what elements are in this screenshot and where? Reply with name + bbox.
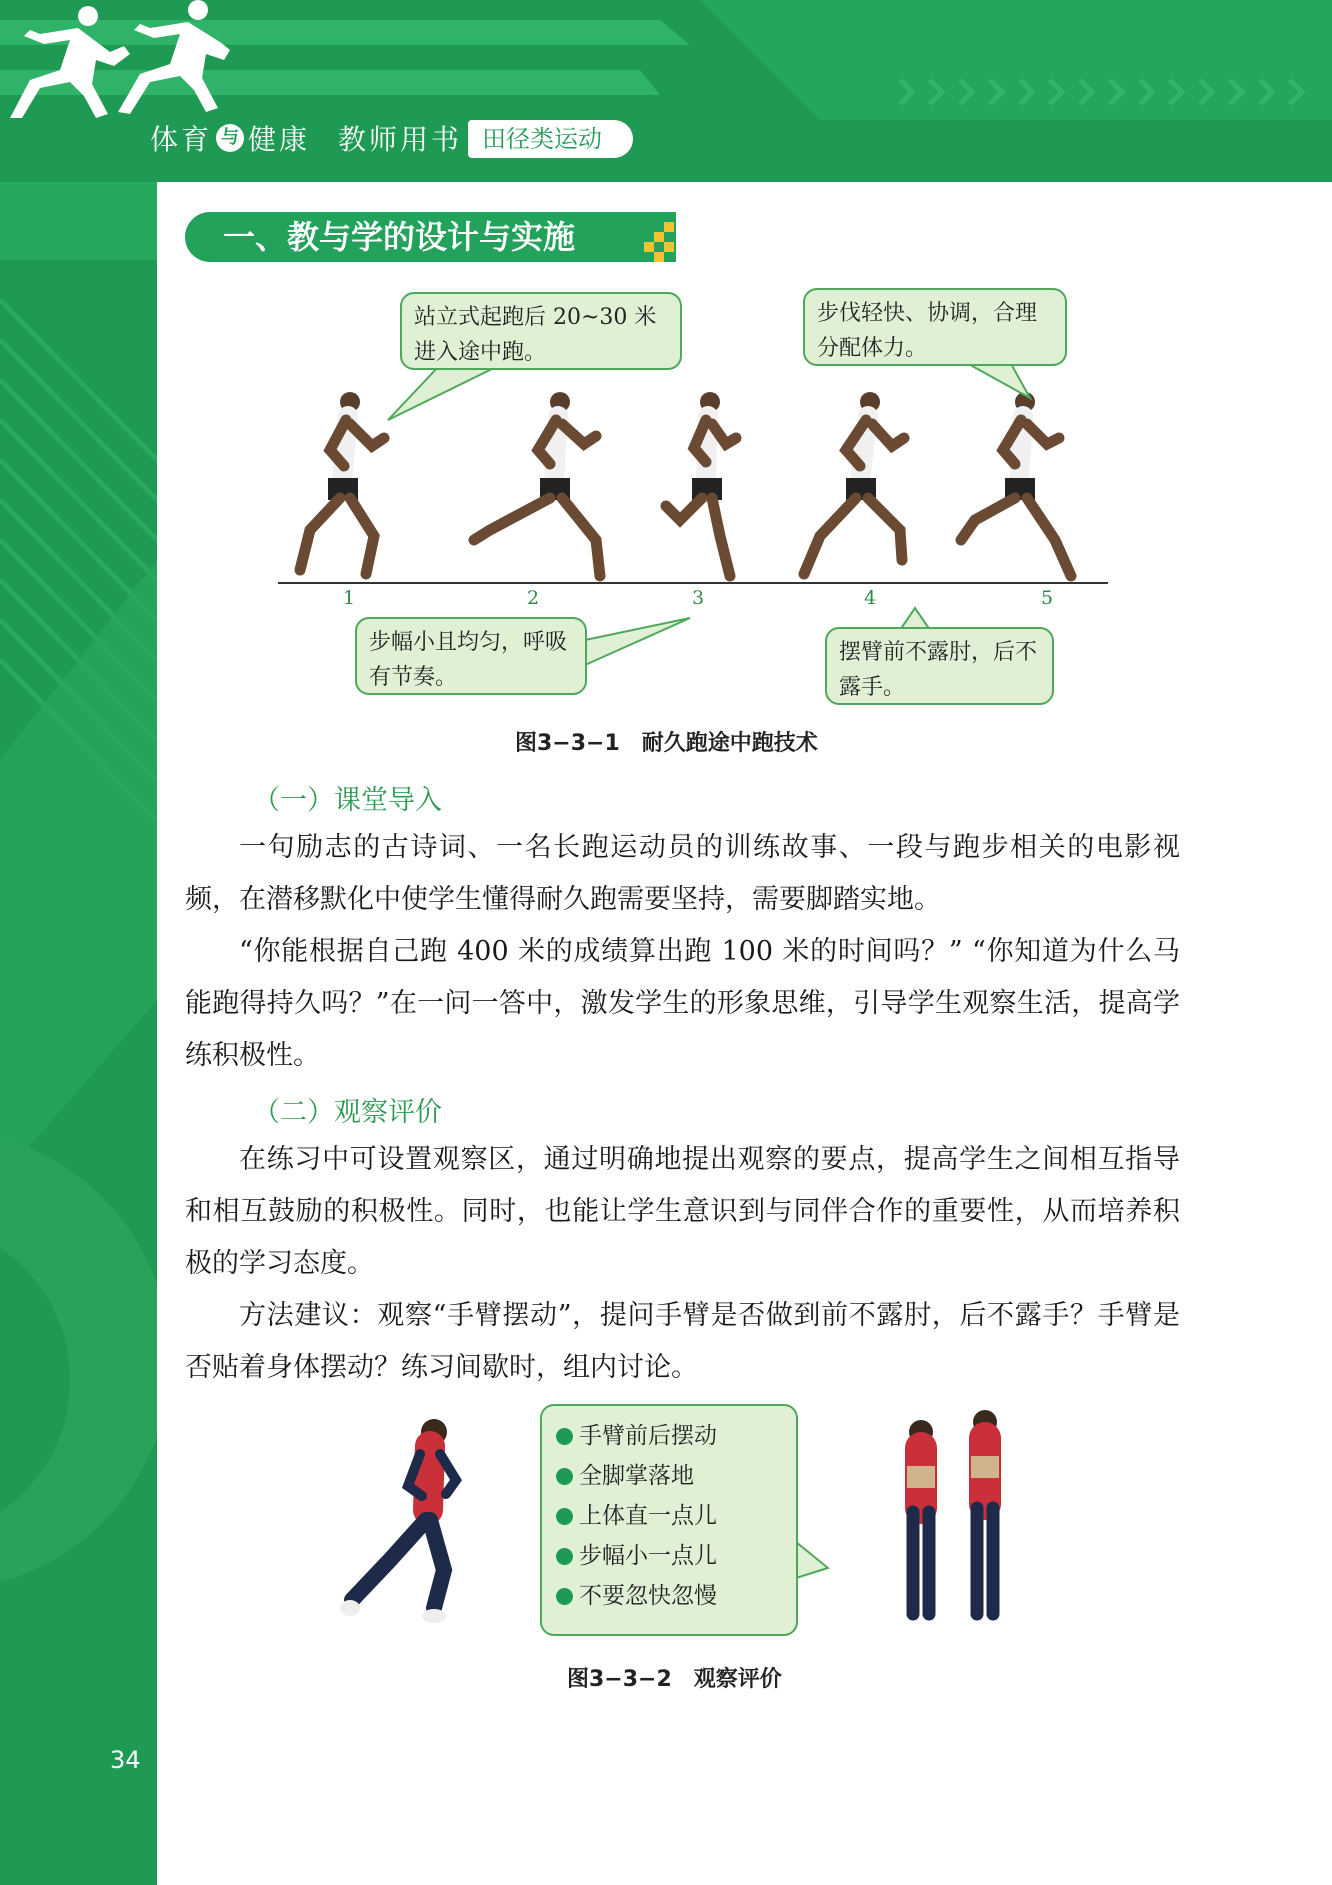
step-number-2: 2 bbox=[527, 587, 540, 609]
tip-bubble-2: 步伐轻快、协调，合理分配体力。 bbox=[803, 288, 1067, 366]
tip-bubble-1: 站立式起跑后 20~30 米进入途中跑。 bbox=[400, 292, 682, 370]
bullet-icon bbox=[556, 1468, 573, 1485]
part1-paragraph-2: “你能根据自己跑 400 米的成绩算出跑 100 米的时间吗？” “你知道为什么马能跑得持久吗？”在一问一答中，激发学生的形象思维，引导学生观察生活，提高学练积极性。 bbox=[185, 936, 1180, 1071]
checklist-item: 手臂前后摆动 bbox=[556, 1416, 782, 1456]
bullet-icon bbox=[556, 1428, 573, 1445]
section-title: 一、教与学的设计与实施 bbox=[185, 212, 655, 262]
step-number-4: 4 bbox=[864, 587, 877, 609]
bullet-icon bbox=[556, 1508, 573, 1525]
bullet-icon bbox=[556, 1588, 573, 1605]
step-number-3: 3 bbox=[692, 587, 705, 609]
part2-paragraph-2: 方法建议：观察“手臂摆动”，提问手臂是否做到前不露肘，后不露手？手臂是否贴着身体摆动？练习间歇时，组内讨论。 bbox=[185, 1300, 1180, 1383]
step-number-1: 1 bbox=[343, 587, 356, 609]
figure2-caption: 图3−3−2 观察评价 bbox=[567, 1667, 782, 1692]
book-subject-connector: 与 bbox=[216, 124, 244, 152]
page-number: 34 bbox=[110, 1746, 141, 1774]
step-number-5: 5 bbox=[1041, 587, 1054, 609]
tip-bubble-3: 步幅小且均匀，呼吸有节奏。 bbox=[355, 617, 587, 695]
book-subject-1: 体育 bbox=[150, 123, 213, 156]
part2-paragraph-1: 在练习中可设置观察区，通过明确地提出观察的要点，提高学生之间相互指导和相互鼓励的积极性。同时，也能让学生意识到与同伴合作的重要性，从而培养积极的学习态度。 bbox=[185, 1144, 1180, 1279]
part1-paragraph-1: 一句励志的古诗词、一名长跑运动员的训练故事、一段与跑步相关的电影视频，在潜移默化中使学生懂得耐久跑需要坚持，需要脚踏实地。 bbox=[185, 832, 1180, 915]
student-runner-figure bbox=[330, 1410, 480, 1630]
part2-heading: （二）观察评价 bbox=[253, 1097, 442, 1128]
book-type: 教师用书 bbox=[338, 123, 463, 156]
tip-bubble-4: 摆臂前不露肘，后不露手。 bbox=[825, 627, 1054, 705]
part1-body bbox=[185, 822, 1180, 1082]
observer-left bbox=[907, 1420, 935, 1614]
bullet-icon bbox=[556, 1548, 573, 1565]
book-subject-2: 健康 bbox=[248, 123, 311, 156]
checklist-item: 全脚掌落地 bbox=[556, 1456, 782, 1496]
checklist-item: 上体直一点儿 bbox=[556, 1496, 782, 1536]
observation-checklist bbox=[540, 1404, 798, 1636]
checklist-item: 不要忽快忽慢 bbox=[556, 1576, 782, 1616]
checklist-item: 步幅小一点儿 bbox=[556, 1536, 782, 1576]
observer-right bbox=[971, 1410, 999, 1614]
student-observers-figure bbox=[885, 1408, 1035, 1628]
chapter-tag: 田径类运动 bbox=[468, 120, 633, 158]
part1-heading: （一）课堂导入 bbox=[253, 785, 442, 816]
figure1-caption: 图3−3−1 耐久跑途中跑技术 bbox=[515, 731, 818, 756]
part2-body bbox=[185, 1134, 1180, 1394]
